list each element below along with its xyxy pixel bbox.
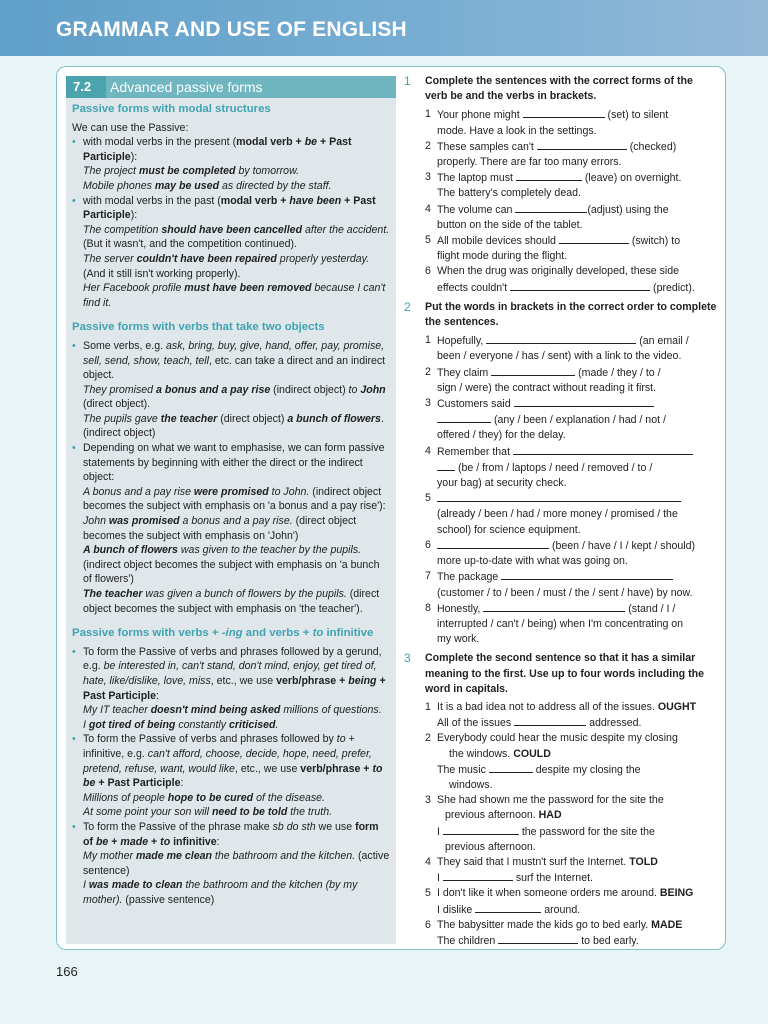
answer-blank[interactable] [514, 715, 586, 726]
example: I was made to clean the bathroom and the kitchen (by my mother). (passive sentence) [83, 879, 358, 906]
answer-blank[interactable] [501, 569, 673, 580]
answer-blank[interactable] [475, 902, 541, 913]
exercise-instruction: Complete the second sentence so that it has a similar meaning to the first. Use up to four words including the word in capitals. [425, 652, 704, 695]
exercise-instruction: Complete the sentences with the correct forms of the verb be and the verbs in brackets. [425, 75, 693, 103]
subheading-modal: Passive forms with modal structures [72, 103, 271, 115]
subheading-ing-infinitive: Passive forms with verbs + -ing and verbs + to infinitive [72, 627, 374, 640]
section-title: Advanced passive forms [110, 79, 263, 95]
example: The project must be completed by tomorrow. [83, 165, 300, 178]
exercise-item: 8 Honestly, (stand / I / interrupted / can't / being) when I'm concentrating on my work. [425, 601, 684, 646]
exercise-item: 1 Hopefully, (an email / been / everyone / has / sent) with a link to the video. [425, 334, 689, 363]
example: Millions of people hope to be cured of the disease. [83, 791, 326, 804]
answer-blank[interactable] [483, 601, 625, 612]
answer-blank[interactable] [513, 444, 693, 455]
example: The competition should have been cancelled after the accident. (But it wasn't, and the competition continued). [83, 223, 390, 251]
example: The server couldn't have been repaired properly yesterday. (And it still isn't working properly). [83, 252, 370, 280]
example: The pupils gave the teacher (direct object) a bunch of flowers. (indirect object) [83, 412, 384, 440]
exercise-item: 3 She had shown me the password for the site the previous afternoon. HAD I the password for the site the previous afternoon. [425, 794, 664, 853]
exercise-number: 2 [404, 299, 411, 314]
bullet-two-objects: • Some verbs, e.g. ask, bring, buy, give, hand, offer, pay, promise, sell, send, show, teach, tell, etc. can take a direct and an indirect object. [72, 339, 390, 383]
exercise-number: 3 [404, 651, 411, 666]
bullet-gerund: • To form the Passive of verbs and phrases followed by a gerund, e.g. be interested in, can't stand, don't mind, enjoy, get tired of, hate, like/dislike, love, miss, etc., we use verb/phrase + being + Past Participle: [72, 645, 390, 703]
exercise-item: 5 I don't like it when someone orders me around. BEING I dislike around. [425, 887, 694, 916]
answer-blank[interactable] [437, 460, 455, 471]
answer-blank[interactable] [537, 139, 627, 150]
exercise-1 [404, 74, 718, 296]
example: Her Facebook profile must have been removed because I can't find it. [83, 282, 386, 309]
page-number: 166 [56, 964, 78, 979]
subheading-two-objects: Passive forms with verbs that take two objects [72, 321, 325, 334]
example: The teacher was given a bunch of flowers by the pupils. (direct object becomes the subject with emphasis on 'the teacher'). [83, 588, 380, 615]
exercise-item: 6 The babysitter made the kids go to bed early. MADE The children to bed early. [425, 918, 683, 947]
exercise-item: 1 It is a bad idea not to address all of the issues. OUGHT All of the issues addressed. [425, 700, 697, 730]
example: They promised a bonus and a pay rise (indirect object) to John (direct object). [83, 383, 386, 411]
answer-blank[interactable] [443, 870, 513, 881]
exercise-instruction: Put the words in brackets in the correct order to complete the sentences. [425, 300, 717, 329]
page-title: GRAMMAR AND USE OF ENGLISH [56, 18, 407, 41]
example: My mother made me clean the bathroom and the kitchen. (active sentence) [83, 850, 390, 877]
page-header [0, 0, 768, 56]
exercises [404, 74, 718, 953]
answer-blank[interactable] [498, 933, 578, 944]
exercise-3 [404, 651, 718, 949]
example: Mobile phones may be used as directed by the staff. [83, 179, 332, 192]
answer-blank[interactable] [486, 333, 636, 344]
exercise-item: 6 When the drug was originally developed, these side effects couldn't (predict). [425, 265, 695, 294]
exercise-item: 4 They said that I mustn't surf the Internet. TOLD I surf the Internet. [425, 855, 658, 885]
answer-blank[interactable] [523, 107, 605, 118]
grammar-reference [72, 102, 390, 907]
exercise-item: 4 The volume can (adjust) using the button on the side of the tablet. [425, 202, 669, 231]
section-number: 7.2 [66, 76, 106, 98]
bullet-modal-present: • with modal verbs in the present (modal verb + be + Past Participle): [72, 135, 390, 164]
bullet-emphasis: • Depending on what we want to emphasise, we can form passive statements by beginning with either the direct or the indirect object: [72, 441, 390, 485]
exercise-item: 5 All mobile devices should (switch) to flight mode during the flight. [425, 234, 681, 263]
answer-blank[interactable] [514, 396, 654, 407]
example: John was promised a bonus and a pay rise. (direct object becomes the subject with emphasis on 'John') [83, 515, 357, 542]
bullet-modal-past: • with modal verbs in the past (modal verb + have been + Past Participle): [72, 194, 390, 223]
answer-blank[interactable] [559, 233, 629, 244]
answer-blank[interactable] [437, 412, 491, 423]
bullet-make: • To form the Passive of the phrase make sb do sth we use form of be + made + to infinitive: [72, 820, 390, 849]
exercise-2 [404, 300, 718, 647]
exercise-item: 7 The package (customer / to / been / must / the / sent / have) by now. [425, 570, 693, 599]
exercise-item: 3 Customers said (any / been / explanation / had / not / offered / they) for the delay. [425, 397, 666, 442]
answer-blank[interactable] [491, 365, 575, 376]
exercise-item: 2 Everybody could hear the music despite my closing the windows. COULD The music despite my closing the windows. [425, 732, 678, 791]
exercise-item: 2 They claim (made / they / to / sign / were) the contract without reading it first. [425, 365, 661, 394]
answer-blank[interactable] [443, 824, 519, 835]
answer-blank[interactable] [516, 170, 582, 181]
answer-blank[interactable] [510, 280, 650, 291]
exercise-number: 1 [404, 74, 411, 88]
exercise-item: 5 (already / been / had / more money / promised / the school) for science equipment. [425, 491, 718, 538]
exercise-item: 4 Remember that (be / from / laptops / need / removed / to / your bag) at security check. [425, 444, 718, 492]
example: At some point your son will need to be told the truth. [83, 806, 333, 819]
exercise-item: 3 The laptop must (leave) on overnight. The battery's completely dead. [425, 171, 682, 200]
exercise-item: 2 These samples can't (checked) properly. There are far too many errors. [425, 139, 677, 169]
answer-blank[interactable] [437, 538, 549, 549]
example: I got tired of being constantly criticised. [83, 718, 279, 731]
exercise-item: 6 (been / have / I / kept / should) more up-to-date with what was going on. [425, 538, 696, 568]
intro-text: We can use the Passive: [72, 121, 189, 134]
example: A bunch of flowers was given to the teacher by the pupils. (indirect object becomes the subject with emphasis on 'a bunch of flowers') [83, 544, 380, 586]
exercise-item: 1 Your phone might (set) to silent mode. Have a look in the settings. [425, 108, 669, 137]
bullet-infinitive: • To form the Passive of verbs and phrases followed by to + infinitive, e.g. can't afford, choose, decide, hope, need, prefer, pretend, refuse, want, would like, etc., we use verb/phrase + to be + Past Participle: [72, 732, 390, 790]
example: My IT teacher doesn't mind being asked millions of questions. [83, 704, 382, 717]
answer-blank[interactable] [437, 491, 681, 502]
example: A bonus and a pay rise were promised to John. (indirect object becomes the subject with emphasis on 'a bonus and a pay rise'): [83, 485, 386, 513]
answer-blank[interactable] [489, 762, 533, 773]
answer-blank[interactable] [515, 202, 587, 213]
